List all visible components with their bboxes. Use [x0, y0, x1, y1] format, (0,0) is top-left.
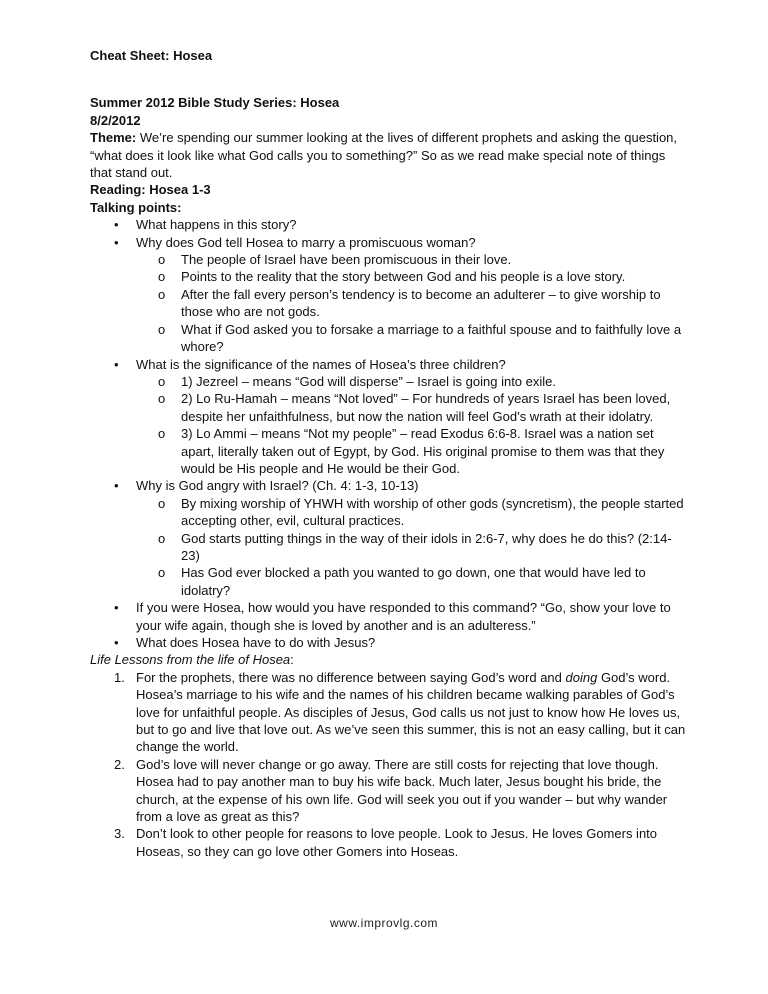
sub-point-list [136, 373, 690, 477]
bullet-marker: • [114, 234, 119, 250]
sub-marker: o [158, 321, 166, 337]
sub-marker: o [158, 426, 166, 442]
lesson-text: God’s love will never change or go away. There are still costs for rejecting that love though. Hosea had to pay another man to buy his wife back. Much later, Jesus bought his bride, the church, at the expense of his own life. God will seek you out if you wander – but why wander from a love as great as this? [136, 756, 668, 825]
sub-point [90, 425, 690, 477]
sub-point-list [136, 251, 690, 355]
sub-point-list [136, 495, 690, 599]
sub-point-text: 2) Lo Ru-Hamah – means “Not loved” – For hundreds of years Israel has been loved, despite her unfaithfulness, but now the nation will feel God’s wrath at their idolatry. [181, 391, 671, 424]
life-lessons-list [90, 669, 690, 860]
sub-marker: o [158, 530, 166, 546]
talking-point [90, 216, 690, 233]
talking-points-list [90, 216, 690, 651]
sub-point [90, 321, 690, 356]
series-line: Summer 2012 Bible Study Series: Hosea [90, 95, 340, 111]
talking-point-text: What does Hosea have to do with Jesus? [136, 635, 376, 650]
life-lessons-heading-text: Life Lessons from the life of Hosea [90, 652, 291, 668]
bullet-marker: • [114, 356, 119, 372]
lesson-number: 3. [114, 826, 125, 842]
talking-points-label: Talking points: [90, 199, 182, 215]
sub-marker: o [158, 252, 166, 268]
sub-point [90, 286, 690, 321]
talking-point [90, 634, 690, 651]
sub-point-text: 3) Lo Ammi – means “Not my people” – read Exodus 6:6-8. Israel was a nation set apart, literally taken out of Egypt, by God. His original promise to them was that they would be His people and He would be their God. [181, 426, 665, 476]
sub-point-text: After the fall every person’s tendency is to become an adulterer – to give worship to those who are not gods. [181, 286, 661, 320]
talking-point-text: If you were Hosea, how would you have responded to this command? “Go, show your love to your wife again, though she is loved by another and is an adulteress.” [136, 600, 671, 633]
talking-point-text: Why is God angry with Israel? (Ch. 4: 1-3, 10-13) [136, 478, 419, 494]
talking-point [90, 599, 690, 634]
sub-point [90, 251, 690, 268]
sub-marker: o [158, 565, 166, 581]
sub-marker: o [158, 269, 166, 285]
bullet-marker: • [114, 478, 119, 494]
theme-text: We’re spending our summer looking at the lives of different prophets and asking the question, “what does it look like what God calls you to something?” So as we read make special note of things that stand out. [90, 130, 678, 181]
life-lessons-heading [90, 651, 690, 668]
sub-point-text: Has God ever blocked a path you wanted to go down, one that would have led to idolatry? [181, 565, 646, 598]
talking-point-text: What is the significance of the names of Hosea’s three children? [136, 356, 506, 372]
document-body [90, 47, 690, 860]
sub-point-text: God starts putting things in the way of their idols in 2:6-7, why does he do this? (2:14-23) [181, 530, 672, 563]
sub-point [90, 530, 690, 565]
sub-point [90, 373, 690, 390]
lesson-text: God’s word. Hosea’s marriage to his wife and the names of his children became walking parables of God’s love for unfaithful people. As disciples of Jesus, God calls us not just to know how He loves us, but to go and live that love out. As we’ve seen this summer, this is not an easy calling, but it can change the world. [136, 669, 686, 755]
document-title: Cheat Sheet: Hosea [90, 48, 213, 63]
bullet-marker: • [114, 217, 119, 233]
lesson-emphasis: doing [565, 669, 598, 685]
life-lesson [90, 756, 690, 826]
lesson-text: For the prophets, there was no difference between saying God’s word and [136, 669, 566, 685]
sub-point [90, 564, 690, 599]
lesson-number: 1. [114, 669, 125, 685]
talking-point [90, 477, 690, 599]
sub-marker: o [158, 495, 166, 511]
sub-marker: o [158, 373, 166, 389]
heading-colon: : [290, 652, 294, 668]
talking-point-text: What happens in this story? [136, 217, 297, 233]
sub-marker: o [158, 286, 166, 302]
talking-point [90, 356, 690, 478]
talking-point-text: Why does God tell Hosea to marry a promiscuous woman? [136, 234, 476, 250]
sub-marker: o [158, 391, 166, 407]
life-lesson [90, 669, 690, 756]
bullet-marker: • [114, 635, 119, 650]
life-lesson [90, 825, 690, 860]
sub-point [90, 495, 690, 530]
sub-point-text: The people of Israel have been promiscuous in their love. [181, 252, 512, 268]
theme-label: Theme: [90, 130, 137, 146]
sub-point [90, 268, 690, 285]
study-date: 8/2/2012 [90, 112, 141, 128]
bullet-marker: • [114, 600, 119, 616]
reading-line: Reading: Hosea 1-3 [90, 182, 211, 198]
footer-url: www.improvlg.com [329, 916, 439, 930]
sub-point-text: By mixing worship of YHWH with worship of other gods (syncretism), the people started accepting other, evil, cultural practices. [181, 495, 684, 529]
sub-point-text: 1) Jezreel – means “God will disperse” – Israel is going into exile. [181, 373, 557, 389]
theme-paragraph [90, 129, 690, 181]
sub-point-text: What if God asked you to forsake a marriage to a faithful spouse and to faithfully love a whore? [181, 321, 682, 355]
sub-point [90, 390, 690, 425]
lesson-text: Don’t look to other people for reasons to love people. Look to Jesus. He loves Gomers into Hoseas, so they can go love other Gomers into Hoseas. [136, 826, 658, 859]
talking-point [90, 234, 690, 356]
sub-point-text: Points to the reality that the story between God and his people is a love story. [181, 269, 626, 285]
lesson-number: 2. [114, 756, 125, 772]
